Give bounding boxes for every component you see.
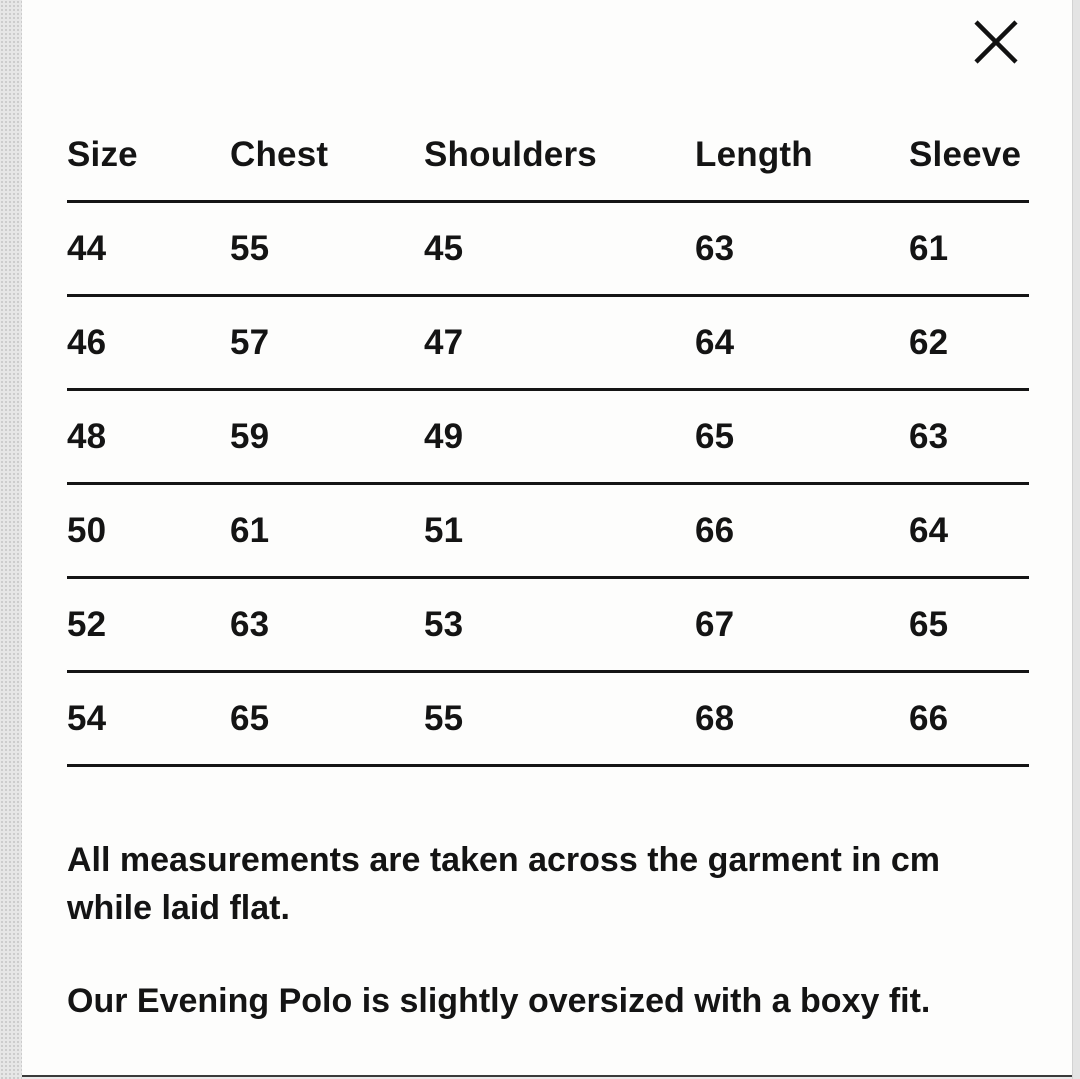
cell-chest: 65 [230, 672, 424, 766]
table-row [67, 578, 1029, 672]
cell-shoulders: 55 [424, 672, 695, 766]
cell-shoulders: 51 [424, 484, 695, 578]
cell-chest: 61 [230, 484, 424, 578]
cell-shoulders: 47 [424, 296, 695, 390]
cell-size: 52 [67, 578, 230, 672]
cell-length: 67 [695, 578, 909, 672]
cell-sleeve: 63 [909, 390, 1029, 484]
table-row [67, 202, 1029, 296]
cell-sleeve: 61 [909, 202, 1029, 296]
close-button[interactable] [970, 16, 1022, 68]
cell-length: 68 [695, 672, 909, 766]
cell-size: 44 [67, 202, 230, 296]
cell-sleeve: 65 [909, 578, 1029, 672]
cell-size: 46 [67, 296, 230, 390]
cell-chest: 55 [230, 202, 424, 296]
cell-sleeve: 66 [909, 672, 1029, 766]
cell-chest: 57 [230, 296, 424, 390]
cell-length: 63 [695, 202, 909, 296]
cell-sleeve: 62 [909, 296, 1029, 390]
column-header-length: Length [695, 110, 909, 202]
close-icon [970, 16, 1022, 68]
size-guide-modal [22, 0, 1072, 1077]
background-edge-left [0, 0, 22, 1079]
table-row [67, 390, 1029, 484]
cell-length: 66 [695, 484, 909, 578]
table-row [67, 672, 1029, 766]
cell-shoulders: 45 [424, 202, 695, 296]
size-guide-notes [67, 836, 1027, 1025]
cell-length: 64 [695, 296, 909, 390]
cell-size: 54 [67, 672, 230, 766]
column-header-size: Size [67, 110, 230, 202]
table-row [67, 296, 1029, 390]
cell-shoulders: 49 [424, 390, 695, 484]
cell-sleeve: 64 [909, 484, 1029, 578]
column-header-chest: Chest [230, 110, 424, 202]
cell-chest: 59 [230, 390, 424, 484]
cell-shoulders: 53 [424, 578, 695, 672]
column-header-shoulders: Shoulders [424, 110, 695, 202]
cell-size: 50 [67, 484, 230, 578]
size-chart-table [67, 110, 1029, 767]
cell-length: 65 [695, 390, 909, 484]
scrollbar-track[interactable] [1072, 0, 1080, 1079]
fit-note: Our Evening Polo is slightly oversized with a boxy fit. [67, 982, 931, 1020]
table-row [67, 484, 1029, 578]
cell-chest: 63 [230, 578, 424, 672]
measurement-note: All measurements are taken across the garment in cm while laid flat. [67, 841, 941, 927]
cell-size: 48 [67, 390, 230, 484]
column-header-sleeve: Sleeve [909, 110, 1029, 202]
table-header-row [67, 110, 1029, 202]
